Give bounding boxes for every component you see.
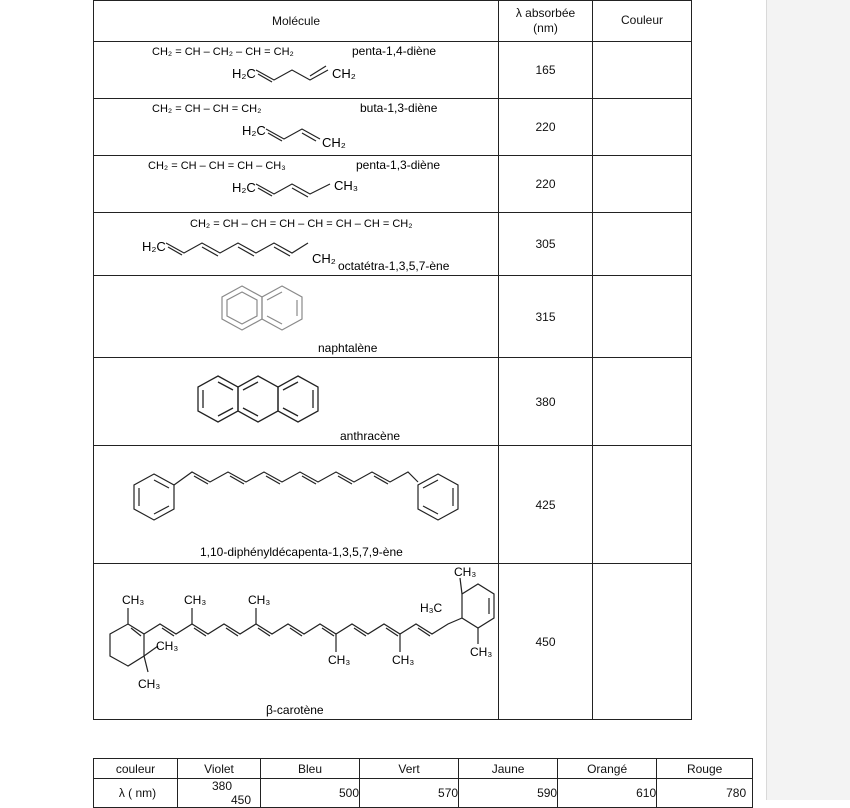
lambda-value: 220 [535, 177, 556, 191]
lambda-cell [499, 446, 593, 564]
molecule-name: buta-1,3-diène [360, 101, 438, 115]
lambda-value: 450 [535, 634, 556, 649]
header-lambda-line2: (nm) [533, 21, 558, 35]
scale-cell: Rouge [657, 759, 753, 779]
header-molecule [94, 1, 499, 42]
molecule-cell [94, 358, 499, 446]
lambda-cell [499, 213, 593, 276]
penta-1-4-diene-structure [94, 42, 499, 99]
double-bond [202, 247, 218, 256]
scale-cell: Vert [360, 759, 459, 779]
phenyl-ring-right [418, 474, 458, 520]
scale-cell: Jaune [459, 759, 558, 779]
ch3-label: CH₃ [248, 593, 271, 607]
scale-cell [657, 779, 753, 808]
carotene-ring-right [460, 578, 494, 644]
table-row [94, 564, 692, 720]
double-bond [238, 247, 254, 256]
ch3-label: CH₃ [334, 178, 359, 193]
octatetraene-structure [94, 213, 499, 276]
formula-text: CH₂ = CH – CH₂ – CH = CH₂ [152, 46, 294, 58]
polyene-chain [174, 472, 418, 485]
table-row [94, 213, 692, 276]
tick-label: 780 [726, 786, 747, 800]
molecule-name: β-carotène [266, 703, 324, 717]
lambda-value: 220 [535, 120, 556, 134]
scale-cell: Bleu [261, 759, 360, 779]
anthracene-rings [198, 376, 318, 422]
ch2-label: CH₂ [312, 251, 336, 266]
diphenyldecapentaene-structure [94, 446, 499, 564]
lambda-cell [499, 42, 593, 99]
header-molecule-label: Molécule [271, 14, 321, 28]
ch3-label: CH₃ [470, 645, 493, 659]
molecule-cell [94, 213, 499, 276]
molecule-cell [94, 564, 499, 720]
color-cell[interactable] [593, 564, 692, 720]
molecule-cell [94, 276, 499, 358]
naphthalene-structure [94, 276, 499, 358]
header-color [593, 1, 692, 42]
lambda-value: 305 [535, 237, 556, 251]
table-row [94, 42, 692, 99]
scale-row-colors [94, 759, 753, 779]
color-cell[interactable] [593, 213, 692, 276]
ch2-label: CH₂ [332, 66, 356, 81]
scale-cell: Violet [178, 759, 261, 779]
phenyl-ring-left [134, 474, 174, 520]
molecule-name: penta-1,4-diène [352, 44, 437, 58]
table-header-row [94, 1, 692, 42]
ch3-label: CH₃ [122, 593, 145, 607]
h2c-label: H₂C [142, 239, 166, 254]
ch2-label: CH₂ [322, 135, 346, 150]
color-cell[interactable] [593, 276, 692, 358]
scale-cell [261, 779, 360, 808]
color-cell[interactable] [593, 358, 692, 446]
color-cell[interactable] [593, 99, 692, 156]
double-bond [274, 247, 290, 256]
ch3-label: CH₃ [392, 653, 415, 667]
ch3-label: CH₃ [138, 677, 161, 691]
molecule-name: naphtalène [318, 341, 378, 355]
molecule-cell [94, 446, 499, 564]
tick-label: 380 [211, 779, 233, 793]
h3c-label: H₃C [420, 601, 443, 615]
table-row [94, 446, 692, 564]
scale-cell [558, 779, 657, 808]
h2c-label: H₂C [232, 180, 256, 195]
header-lambda [499, 1, 593, 42]
naphthalene-rings [222, 286, 302, 330]
h2c-label: H₂C [242, 123, 266, 138]
tick-label: 570 [438, 786, 459, 800]
color-scale-table [93, 758, 753, 808]
scale-cell [459, 779, 558, 808]
carotene-ring-left [110, 608, 158, 672]
lambda-cell [499, 276, 593, 358]
lambda-cell [499, 358, 593, 446]
molecule-name: 1,10-diphényldécapenta-1,3,5,7,9-ène [200, 545, 403, 559]
skeleton-bonds [266, 129, 320, 139]
ch3-label: CH₃ [184, 593, 207, 607]
double-bond [302, 133, 316, 141]
scale-cell: couleur [94, 759, 178, 779]
lambda-value: 380 [535, 394, 556, 409]
scale-row-wavelengths [94, 779, 753, 808]
wavelength-label: λ ( nm) [118, 786, 157, 800]
scale-cell [94, 779, 178, 808]
tick-label: 590 [537, 786, 558, 800]
ch3-label: CH₃ [454, 565, 477, 579]
molecule-cell [94, 156, 499, 213]
lambda-cell [499, 564, 593, 720]
formula-text: CH₂ = CH – CH = CH – CH = CH – CH = CH₂ [190, 218, 413, 230]
ch3-label: CH₃ [328, 653, 351, 667]
scale-cell [178, 779, 261, 808]
ch3-label: CH₃ [156, 639, 179, 653]
lambda-cell [499, 156, 593, 213]
anthracene-structure [94, 358, 499, 446]
header-color-label: Couleur [620, 13, 664, 27]
molecule-cell [94, 42, 499, 99]
color-cell[interactable] [593, 42, 692, 99]
penta-1-3-diene-structure [94, 156, 499, 213]
buta-1-3-diene-structure [94, 99, 499, 156]
table-row [94, 156, 692, 213]
tick-label: 500 [339, 786, 360, 800]
table-row [94, 99, 692, 156]
lambda-value: 315 [535, 309, 556, 324]
tick-label: 450 [230, 793, 252, 807]
table-row [94, 276, 692, 358]
color-cell[interactable] [593, 446, 692, 564]
lambda-cell [499, 99, 593, 156]
table-row [94, 358, 692, 446]
formula-text: CH₂ = CH – CH = CH₂ [152, 103, 262, 115]
lambda-value: 425 [535, 497, 556, 512]
color-cell[interactable] [593, 156, 692, 213]
scale-cell: Orangé [558, 759, 657, 779]
page-margin-strip [766, 0, 850, 800]
h2c-label: H₂C [232, 66, 256, 81]
molecule-name: penta-1,3-diène [356, 158, 441, 172]
molecule-name: octatétra-1,3,5,7-ène [338, 259, 450, 273]
molecule-name: anthracène [340, 429, 401, 443]
tick-label: 610 [636, 786, 657, 800]
header-lambda-line1: λ absorbée [515, 6, 576, 20]
lambda-value: 165 [535, 63, 556, 77]
beta-carotene-structure [94, 564, 499, 720]
double-bond [310, 66, 326, 76]
skeleton-bonds [166, 243, 308, 253]
scale-cell [360, 779, 459, 808]
absorption-table [93, 0, 692, 720]
double-bond [292, 188, 308, 197]
formula-text: CH₂ = CH – CH = CH – CH₃ [148, 160, 286, 172]
molecule-cell [94, 99, 499, 156]
